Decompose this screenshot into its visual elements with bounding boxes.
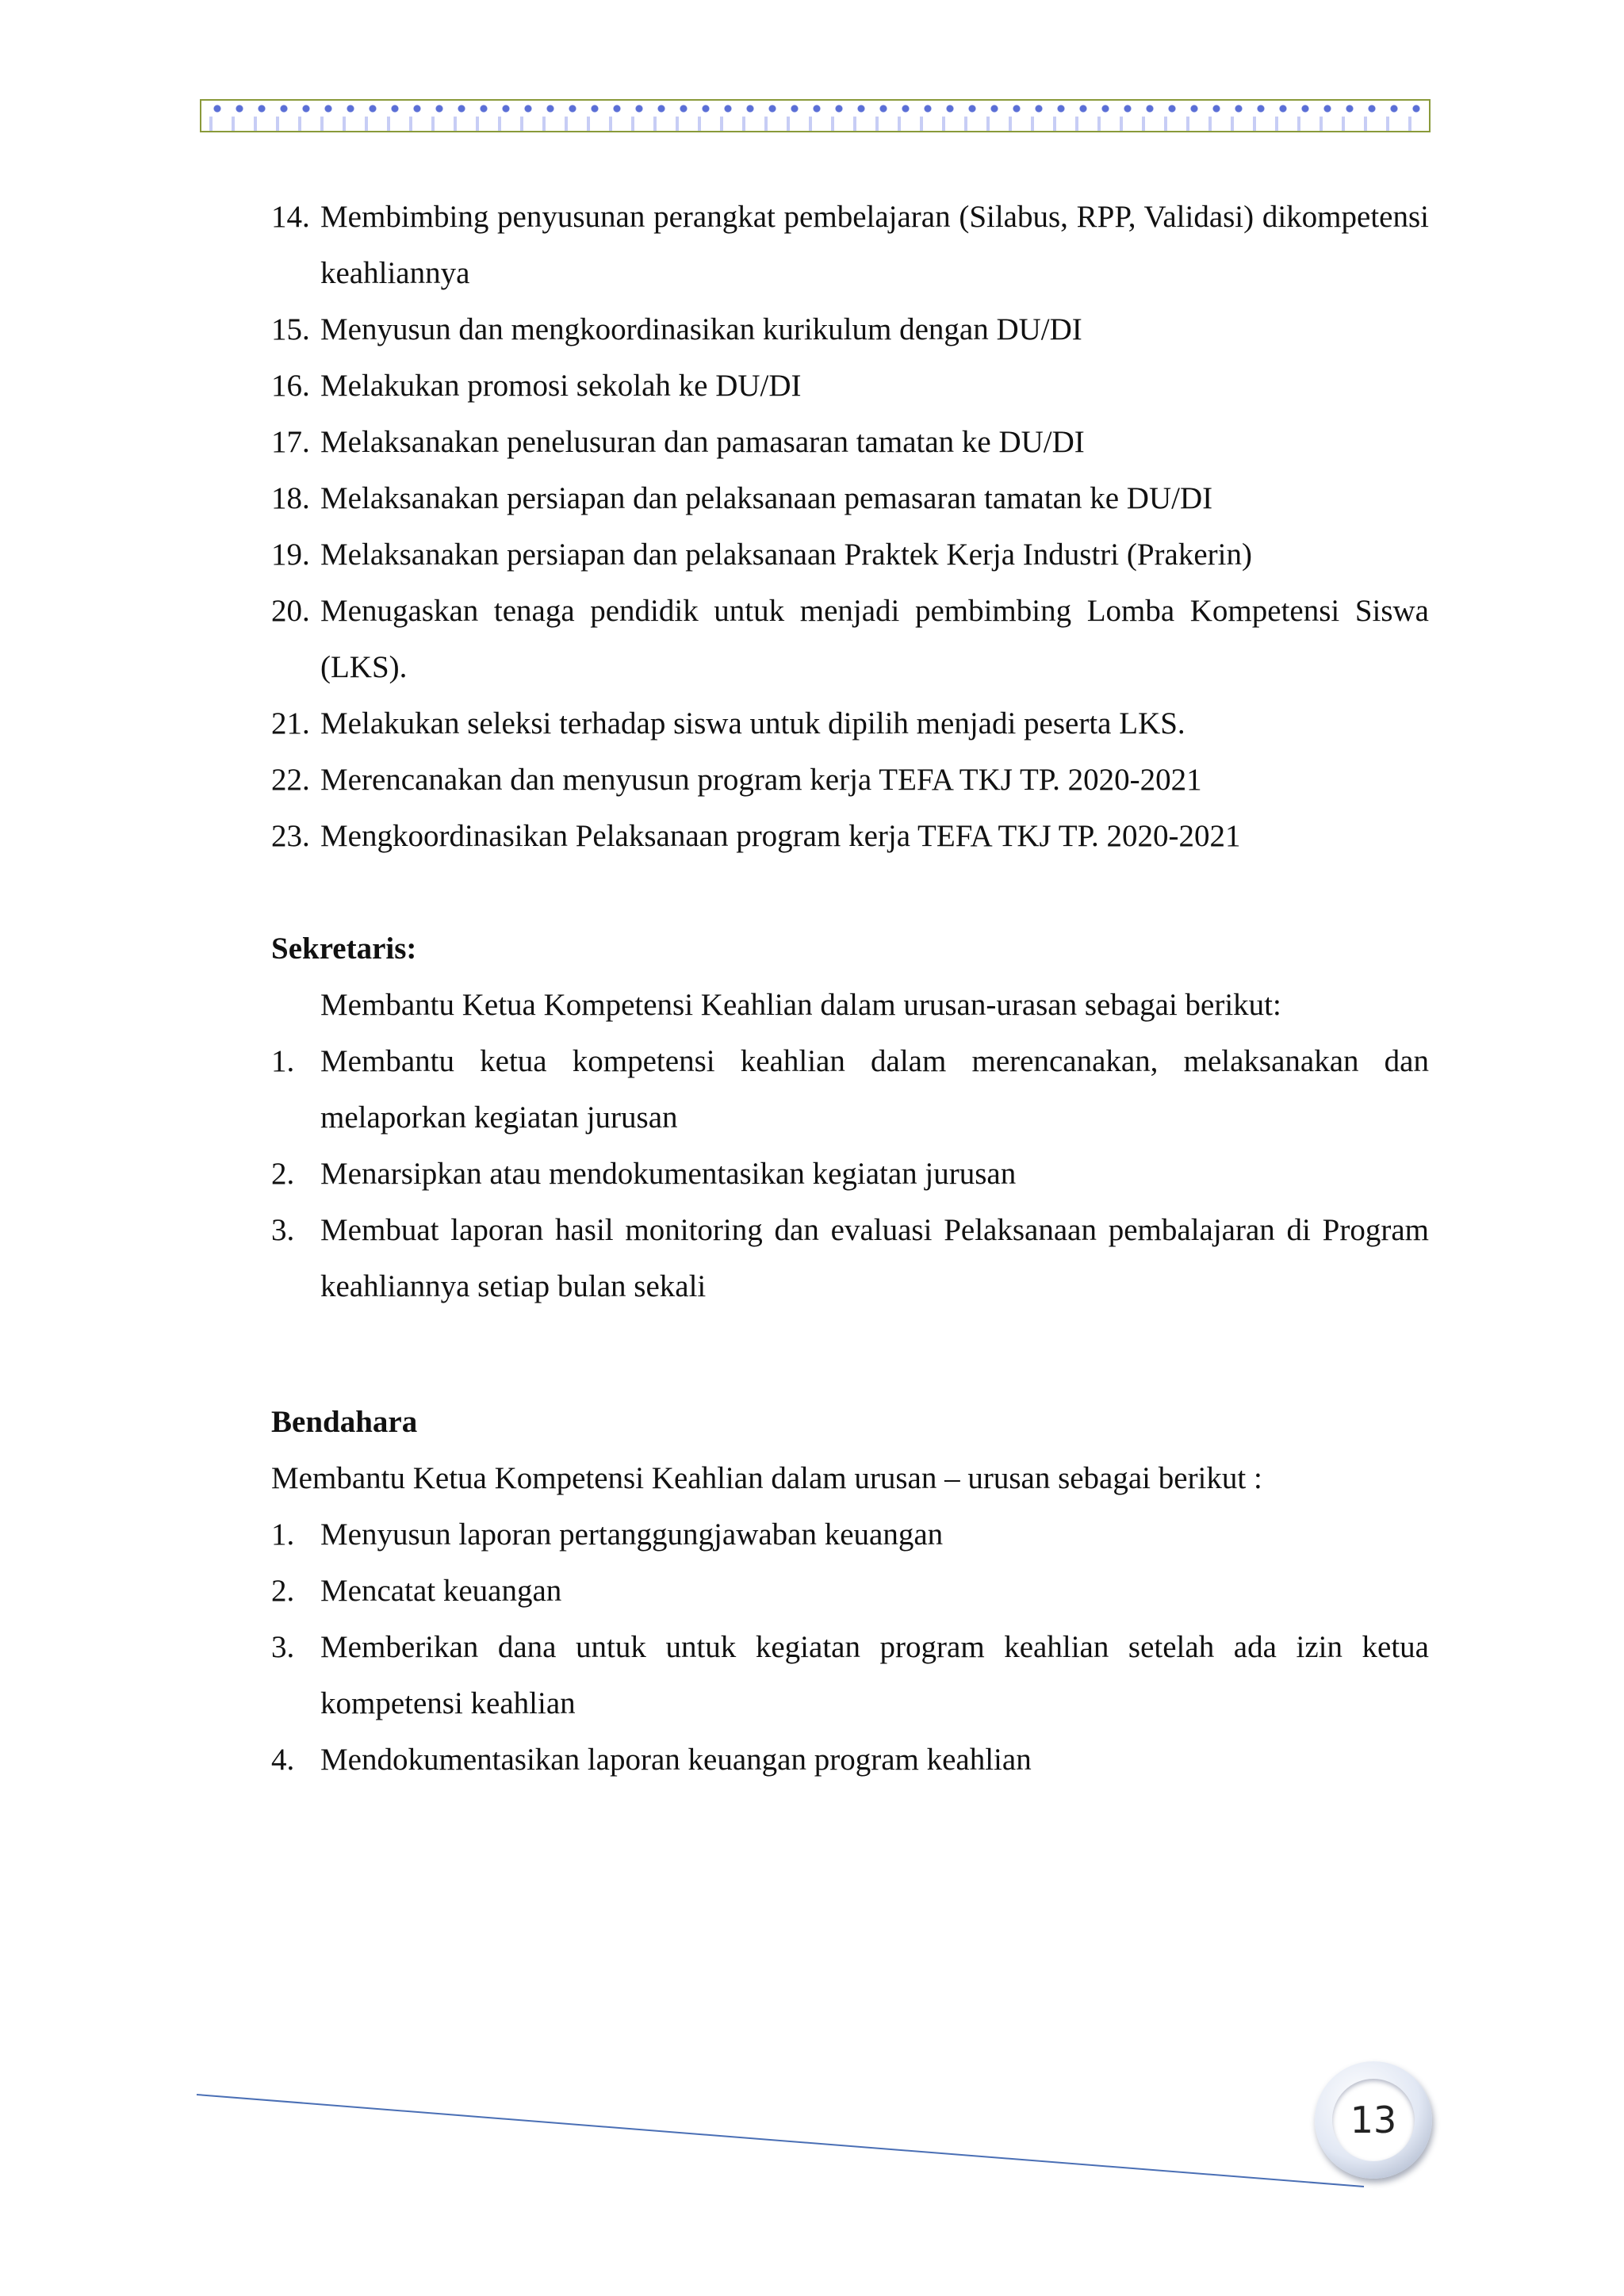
bendahara-intro: Membantu Ketua Kompetensi Keahlian dalam urusan – urusan sebagai berikut :: [271, 1461, 1262, 1495]
list-item-number: 4.: [271, 1743, 295, 1777]
list-item-text: Melakukan seleksi terhadap siswa untuk dipilih menjadi peserta LKS.: [320, 706, 1185, 740]
list-item-text: Menugaskan tenaga pendidik untuk menjadi pembimbing Lomba Kompetensi Siswa (LKS).: [320, 594, 1429, 684]
list-item-text: Melaksanakan penelusuran dan pamasaran tamatan ke DU/DI: [320, 425, 1085, 459]
list-item-text: Menyusun dan mengkoordinasikan kurikulum dengan DU/DI: [320, 312, 1082, 346]
list-item-text: Menyusun laporan pertanggungjawaban keuangan: [320, 1517, 944, 1552]
list-item-number: 1.: [271, 1517, 295, 1552]
list-item-number: 2.: [271, 1574, 295, 1608]
list-item-text: Membantu ketua kompetensi keahlian dalam merencanakan, melaksanakan dan melaporkan kegiatan jurusan: [320, 1044, 1429, 1135]
list-item-text: Melakukan promosi sekolah ke DU/DI: [320, 369, 802, 403]
list-item-text: Melaksanakan persiapan dan pelaksanaan Praktek Kerja Industri (Prakerin): [320, 538, 1252, 572]
list-item-text: Mendokumentasikan laporan keuangan program keahlian: [320, 1743, 1032, 1777]
sekretaris-heading: Sekretaris:: [271, 932, 417, 966]
list-item-number: 15.: [271, 312, 310, 346]
list-item-number: 16.: [271, 369, 310, 403]
list-item-number: 22.: [271, 763, 310, 797]
sekretaris-intro: Membantu Ketua Kompetensi Keahlian dalam urusan-urasan sebagai berikut:: [320, 988, 1281, 1022]
list-item-text: Merencanakan dan menyusun program kerja TEFA TKJ TP. 2020-2021: [320, 763, 1202, 797]
page-number: 13: [1332, 2079, 1415, 2161]
list-item-number: 23.: [271, 819, 310, 853]
list-item-number: 14.: [271, 200, 310, 234]
list-item-number: 3.: [271, 1213, 295, 1247]
list-item-text: Menarsipkan atau mendokumentasikan kegiatan jurusan: [320, 1157, 1017, 1191]
list-item-text: Membimbing penyusunan perangkat pembelajaran (Silabus, RPP, Validasi) dikompetensi keahliannya: [320, 200, 1429, 290]
list-item-text: Memberikan dana untuk untuk kegiatan program keahlian setelah ada izin ketua kompetensi keahlian: [320, 1630, 1429, 1720]
list-item-number: 2.: [271, 1157, 295, 1191]
list-item-number: 17.: [271, 425, 310, 459]
bendahara-heading: Bendahara: [271, 1405, 418, 1439]
list-item-number: 3.: [271, 1630, 295, 1664]
list-item-text: Mengkoordinasikan Pelaksanaan program kerja TEFA TKJ TP. 2020-2021: [320, 819, 1241, 853]
list-item-number: 19.: [271, 538, 310, 572]
footer-rule-line: [197, 2095, 1364, 2187]
list-item-number: 18.: [271, 481, 310, 515]
list-item-number: 20.: [271, 594, 310, 628]
list-item-text: Melaksanakan persiapan dan pelaksanaan pemasaran tamatan ke DU/DI: [320, 481, 1213, 515]
list-item-text: Membuat laporan hasil monitoring dan evaluasi Pelaksanaan pembalajaran di Program keahliannya setiap bulan sekali: [320, 1213, 1429, 1303]
list-item-text: Mencatat keuangan: [320, 1574, 562, 1608]
list-item-number: 21.: [271, 706, 310, 740]
page-number-badge: [1315, 2061, 1432, 2179]
list-item-number: 1.: [271, 1044, 295, 1078]
